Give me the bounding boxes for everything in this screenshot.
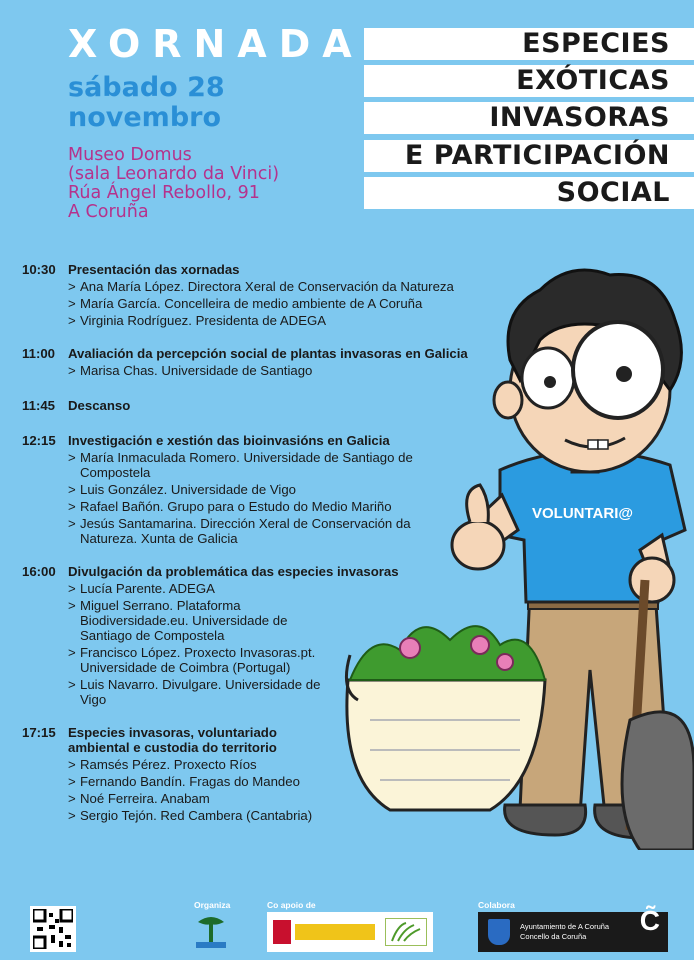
title-line: INVASORAS (364, 102, 694, 134)
speaker-item: > Miguel Serrano. Plataforma Biodiversidade.eu. Universidade de Santiago de Compostela (68, 598, 322, 643)
title-line: SOCIAL (364, 177, 694, 209)
grass-icon (386, 919, 426, 945)
speaker-item: > Jesús Santamarina. Dirección Xeral de Conservación da Natureza. Xunta de Galicia (68, 516, 457, 546)
footer-sponsors (0, 892, 694, 960)
slot-time: 11:00 (22, 346, 56, 361)
speaker-item: > Virginia Rodríguez. Presidenta de ADEGA (68, 313, 502, 328)
speaker-item: > María Inmaculada Romero. Universidade de Santiago de Compostela (68, 450, 457, 480)
slot-heading: Especies invasoras, voluntariado ambiental e custodia do territorio (68, 725, 277, 755)
qr-code (30, 906, 76, 952)
slot-heading: Avaliación da percepción social de plantas invasoras en Galicia (68, 346, 468, 361)
qr-code-icon (33, 909, 73, 949)
event-label: XORNADA (68, 22, 364, 66)
volunteer-illustration (340, 250, 694, 850)
venue-line: A Coruña (68, 202, 149, 222)
venue-line: Rúa Ángel Rebollo, 91 (68, 183, 260, 203)
venue-address (68, 146, 279, 222)
slot-heading: Divulgación da problemática das especies invasoras (68, 564, 399, 579)
speaker-item: > Ana María López. Directora Xeral de Conservación da Natureza (68, 279, 502, 294)
poster-title (364, 28, 694, 214)
organiza-logo (194, 912, 228, 952)
slot-time: 11:45 (22, 398, 56, 413)
tree-logo-icon (194, 912, 228, 952)
slot-time: 12:15 (22, 433, 56, 448)
speaker-item: > Rafael Bañón. Grupo para o Estudo do Medio Mariño (68, 499, 457, 514)
concello-line: Ayuntamiento de A Coruña (520, 922, 610, 931)
agenda-slot (22, 564, 399, 707)
speaker-item: > Luis Navarro. Divulgare. Universidade de Vigo (68, 677, 322, 707)
title-line: E PARTICIPACIÓN (364, 140, 694, 172)
speaker-item: > Ramsés Pérez. Proxecto Ríos (68, 757, 322, 772)
date-day: sábado 28 (68, 72, 225, 103)
fundacion-biodiversidad-logo (385, 918, 427, 946)
slot-heading: Presentación das xornadas (68, 262, 240, 277)
date-month: novembro (68, 102, 222, 133)
slot-heading: Investigación e xestión das bioinvasións en Galicia (68, 433, 390, 448)
venue-line: (sala Leonardo da Vinci) (68, 164, 280, 184)
c-logo-icon: C̃ (639, 905, 660, 936)
venue-line: Museo Domus (68, 145, 192, 165)
slot-time: 10:30 (22, 262, 56, 277)
agenda-slot (22, 725, 322, 823)
speaker-item: > Francisco López. Proxecto Invasoras.pt. Universidade de Coimbra (Portugal) (68, 645, 322, 675)
speaker-item: > Sergio Tejón. Red Cambera (Cantabria) (68, 808, 322, 823)
title-line: ESPECIES (364, 28, 694, 60)
speaker-item: > Fernando Bandín. Fragas do Mandeo (68, 774, 322, 789)
speaker-item: > María García. Concelleira de medio ambiente de A Coruña (68, 296, 502, 311)
shirt-text: VOLUNTARI@ (532, 505, 634, 522)
slot-time: 16:00 (22, 564, 56, 579)
organiza-label: Organiza (194, 900, 231, 910)
speaker-item: > Luis González. Universidade de Vigo (68, 482, 457, 497)
title-line: EXÓTICAS (364, 65, 694, 97)
support-logos (267, 912, 433, 952)
slot-heading: Descanso (68, 398, 131, 413)
ministry-logo (295, 924, 375, 940)
speaker-item: > Noé Ferreira. Anabam (68, 791, 322, 806)
slot-time: 17:15 (22, 725, 56, 740)
spain-crest-icon (273, 920, 291, 944)
speaker-item: > Marisa Chas. Universidade de Santiago (68, 363, 492, 378)
concello-line: Concello da Coruña (520, 932, 587, 941)
co-apoio-label: Co apoio de (267, 900, 316, 910)
speaker-item: > Lucía Parente. ADEGA (68, 581, 322, 596)
coat-of-arms-icon (488, 919, 510, 945)
colabora-label: Colabora (478, 900, 515, 910)
